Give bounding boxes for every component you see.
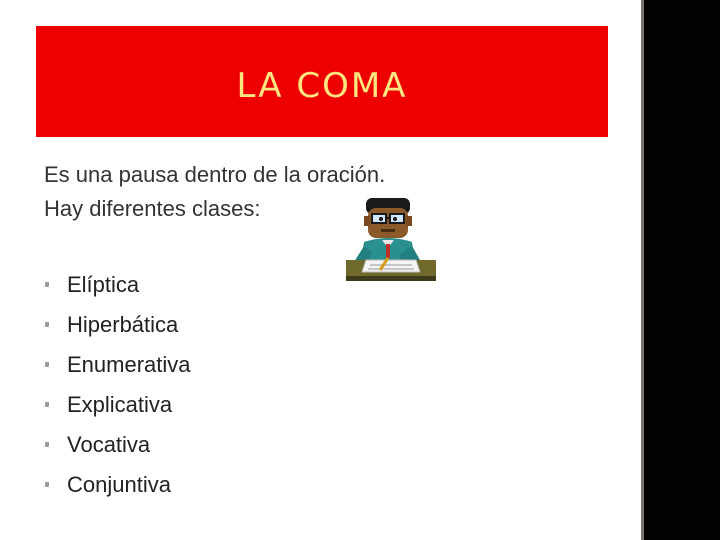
list-item [44, 267, 191, 307]
list-item [44, 347, 191, 387]
bullet-dot-icon [45, 402, 49, 407]
list-item-label: Vocativa [67, 432, 151, 457]
list-item-label: Hiperbática [67, 312, 179, 337]
bullet-dot-icon [45, 362, 49, 367]
list-item [44, 307, 191, 347]
list-item [44, 427, 191, 467]
intro-line: Es una pausa dentro de la oración. [44, 162, 386, 187]
student-writing-clipart-icon [346, 196, 436, 282]
bullet-list [44, 267, 191, 507]
decorative-sidebar [641, 0, 720, 540]
bullet-dot-icon [45, 322, 49, 327]
intro-line: Hay diferentes clases: [44, 196, 261, 221]
title-bar [36, 26, 608, 137]
slide-title: LA COMA [236, 66, 408, 106]
bullet-dot-icon [45, 442, 49, 447]
list-item-label: Conjuntiva [67, 472, 171, 497]
list-item-label: Elíptica [67, 272, 140, 297]
list-item-label: Enumerativa [67, 352, 191, 377]
intro-text [44, 158, 544, 226]
bullet-dot-icon [45, 282, 49, 287]
bullet-dot-icon [45, 482, 49, 487]
list-item-label: Explicativa [67, 392, 173, 417]
list-item [44, 467, 191, 507]
list-item [44, 387, 191, 427]
